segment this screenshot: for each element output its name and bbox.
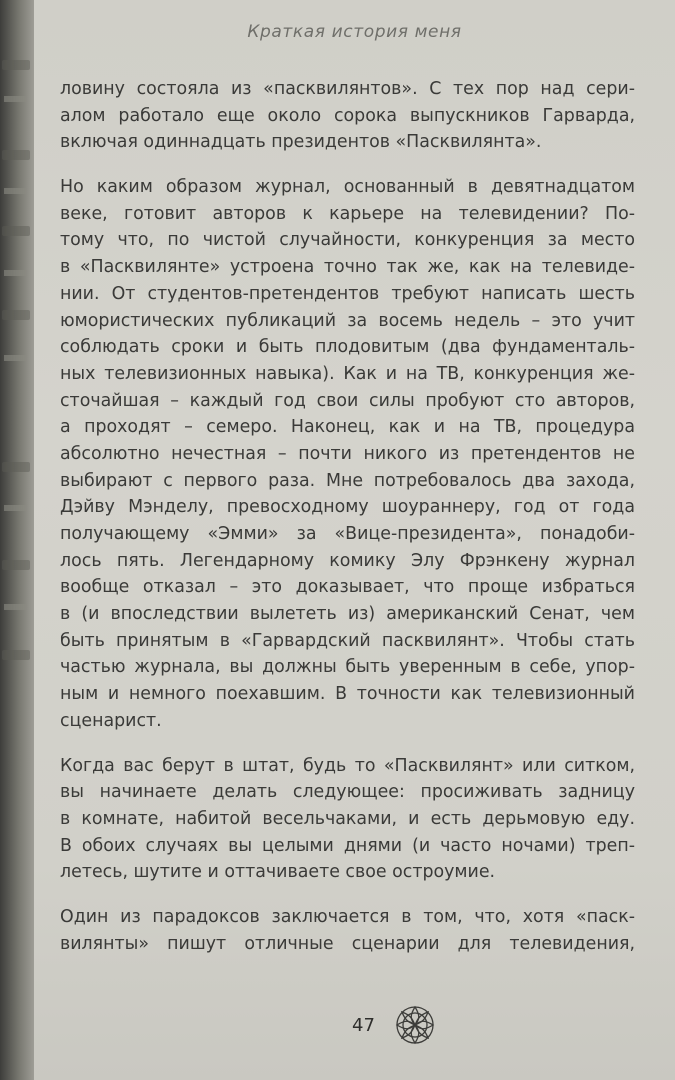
facing-page-text-fragment — [2, 310, 30, 320]
facing-page-text-fragment — [2, 560, 30, 570]
text-line: ловину состояла из «пасквилянтов». С тех пор над сери- — [60, 79, 635, 99]
paragraph-1 — [60, 76, 635, 156]
text-line: вилянты» пишут отличные сценарии для телевидения, — [60, 933, 635, 954]
facing-page-text-fragment — [2, 650, 30, 660]
paragraph-4 — [60, 904, 635, 957]
facing-page-text-fragment — [2, 150, 30, 160]
text-line: ным и немного поехавшим. В точности как телевизионный — [60, 684, 635, 705]
text-line: сценарист. — [60, 710, 162, 731]
text-line: частью журнала, вы должны быть уверенным в себе, упор- — [60, 657, 635, 678]
facing-page-text-fragment — [4, 96, 26, 102]
text-line: абсолютно нечестная – почти никого из претендентов не — [60, 443, 635, 464]
facing-page-text-fragment — [4, 505, 26, 511]
facing-page-text-fragment — [4, 270, 26, 276]
text-line: получающему «Эмми» за «Вице-президента», понадоби- — [60, 524, 635, 544]
paragraph-2 — [60, 174, 635, 734]
text-line: Дэйву Мэнделу, превосходному шоураннеру, год от года — [60, 497, 635, 518]
text-line: тому что, по чистой случайности, конкуренция за место — [60, 230, 635, 251]
text-line: сточайшая – каждый год свои силы пробуют сто авторов, — [60, 390, 635, 411]
text-line: включая одиннадцать президентов «Пасквилянта». — [60, 132, 542, 153]
text-line: Но каким образом журнал, основанный в девятнадцатом — [60, 177, 635, 198]
facing-page-edge — [0, 0, 34, 1080]
facing-page-text-fragment — [4, 355, 26, 361]
text-line: вообще отказал – это доказывает, что проще избраться — [60, 577, 635, 598]
text-line: а проходят – семеро. Наконец, как и на ТВ, процедура — [60, 417, 635, 438]
text-line: юмористических публикаций за восемь недель – это учит — [60, 310, 635, 331]
text-line: ных телевизионных навыка). Как и на ТВ, конкуренция же- — [60, 363, 635, 384]
text-line: выбирают с первого раза. Мне потребовалось два захода, — [60, 470, 635, 491]
text-line: соблюдать сроки и быть плодовитым (два фундаменталь- — [60, 337, 635, 358]
facing-page-text-fragment — [4, 188, 26, 194]
text-line: Когда вас берут в штат, будь то «Пасквилянт» или ситком, — [60, 755, 635, 776]
text-line: алом работало еще около сорока выпускников Гарварда, — [60, 105, 635, 126]
text-line: в (и впоследствии вылететь из) американский Сенат, чем — [60, 604, 635, 625]
page-number: 47 — [352, 1015, 375, 1036]
paragraph-3 — [60, 753, 635, 886]
text-line: веке, готовит авторов к карьере на телевидении? По- — [60, 203, 635, 224]
page-body — [60, 76, 635, 975]
text-line: нии. От студентов-претендентов требуют написать шесть — [60, 283, 635, 304]
lotus-ornament-icon — [392, 1002, 438, 1048]
facing-page-text-fragment — [4, 604, 26, 610]
text-line: Один из парадоксов заключается в том, что, хотя «паск- — [60, 906, 635, 927]
text-line: вы начинаете делать следующее: просиживать задницу — [60, 782, 635, 803]
text-line: быть принятым в «Гарвардский пасквилянт». Чтобы стать — [60, 630, 635, 651]
text-line: в комнате, набитой весельчаками, и есть дерьмовую еду. — [60, 808, 635, 829]
running-header: Краткая история меня — [247, 22, 462, 42]
book-page — [34, 0, 675, 1080]
facing-page-text-fragment — [2, 462, 30, 472]
facing-page-text-fragment — [2, 60, 30, 70]
text-line: летесь, шутите и оттачиваете свое остроумие. — [60, 862, 496, 883]
text-line: в «Пасквилянте» устроена точно так же, как на телевиде- — [60, 257, 635, 278]
facing-page-text-fragment — [2, 226, 30, 236]
text-line: лось пять. Легендарному комику Элу Фрэнкену журнал — [60, 550, 635, 571]
text-line: В обоих случаях вы целыми днями (и часто ночами) треп- — [60, 835, 635, 856]
